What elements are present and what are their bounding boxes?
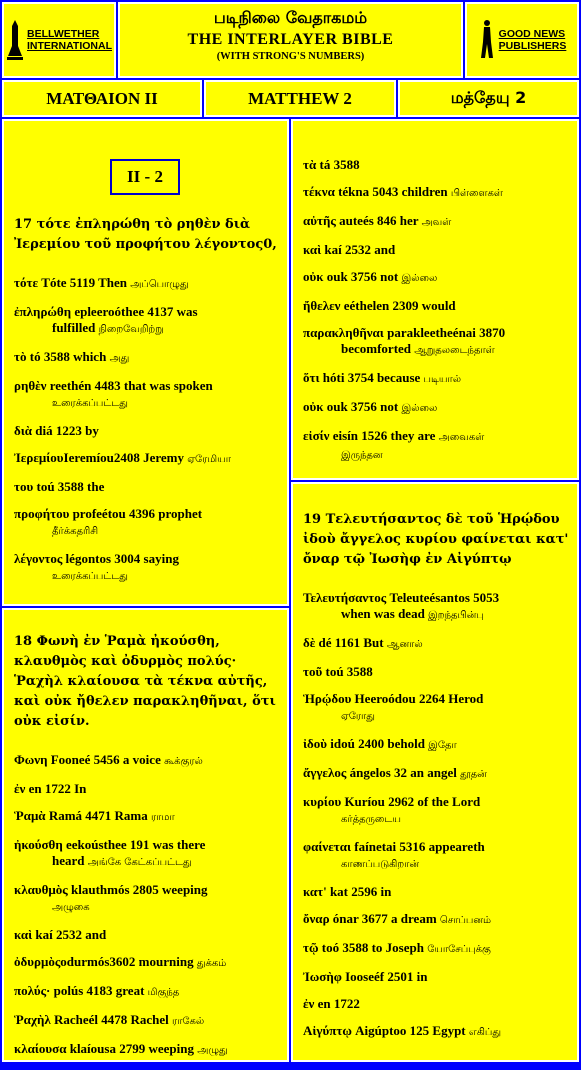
word-entry-line: ἠκούσθη eekoústhee 191 was there — [14, 837, 206, 852]
verse17-panel — [2, 119, 289, 606]
word-entry-line: Ἰωσὴφ Iooseéf 2501 in — [303, 969, 428, 984]
word-entry-line: Τελευτήσαντος Teleuteésantos 5053 — [303, 590, 500, 605]
word-entry-line: πολύς· polús 4183 great மிகுந்த — [14, 983, 180, 998]
verse17-column — [14, 215, 280, 596]
word-entry-continuation: காணப்படுகிறான் — [341, 859, 420, 870]
word-entry-line: του toú 3588 the — [14, 479, 105, 494]
word-entry — [303, 996, 569, 1012]
word-entry-line: τοῦ toú 3588 — [303, 664, 373, 679]
word-entry-line: καὶ kaí 2532 and — [14, 927, 107, 942]
verse19-greek: 19 Τελευτήσαντος δὲ τοῦ Ἡρῴδου ἰδοὺ ἄγγελος κυρίου φαίνεται κατ' ὄναρ τῷ Ἰωσὴφ ἐν Αἰγύπτῳ — [303, 512, 569, 567]
word-entry — [303, 691, 569, 725]
word-entry-line: κλαίουσα klaíousa 2799 weeping அழுது — [14, 1041, 228, 1056]
book-greek: ΜΑΤΘΑΙΟΝ II — [2, 80, 202, 117]
word-entry — [303, 213, 569, 231]
word-entry-line: ὅτι hóti 3754 because படியால் — [303, 370, 462, 385]
word-entry — [303, 1023, 569, 1041]
word-entry-continuation: உரைக்கப்பட்டது — [52, 398, 128, 409]
word-entry-line: ἰδοὺ idoú 2400 behold இதோ — [303, 736, 457, 751]
word-entry — [14, 1012, 280, 1030]
word-entry — [303, 664, 569, 680]
word-entry — [303, 839, 569, 873]
word-entry — [303, 969, 569, 985]
word-entry-line: εἰσίν eisín 1526 they are அவைகள் — [303, 428, 485, 443]
word-entry-line: ἄγγελος ángelos 32 an angel தூதன் — [303, 765, 487, 780]
title-tamil: படிநிலை வேதாகமம் — [213, 8, 368, 27]
word-entry — [14, 954, 280, 972]
word-entry-line: ὀδυρμὸςodurmós3602 mourning துக்கம் — [14, 954, 227, 969]
word-entry — [14, 304, 280, 338]
word-entry-line: διὰ diá 1223 by — [14, 423, 99, 438]
word-entry-continuation: fulfilled நிறைவேறிற்று — [52, 320, 164, 335]
word-entry — [14, 479, 280, 495]
word-entry-continuation: when was dead இறந்தபின்பு — [341, 606, 484, 621]
word-entry — [303, 184, 569, 202]
word-entry — [14, 506, 280, 540]
word-entry — [303, 428, 569, 464]
word-entry-line: οὐκ ouk 3756 not இல்லை — [303, 269, 438, 284]
bellwether-logo — [2, 2, 116, 78]
word-entry — [14, 378, 280, 412]
word-entry — [14, 983, 280, 1001]
word-entry — [303, 765, 569, 783]
word-entry-line: τῷ toó 3588 to Joseph யோசேப்புக்கு — [303, 940, 491, 955]
word-entry — [303, 242, 569, 258]
word-entry — [303, 399, 569, 417]
verse17-greek: 17 τότε ἐπληρώθη τὸ ρηθὲν διὰ Ἰερεμίου τοῦ προφήτου λέγοντος0, — [14, 217, 277, 252]
word-entry — [14, 349, 280, 367]
word-entry-line: ὄναρ ónar 3677 a dream சொப்பனம் — [303, 911, 492, 926]
word-entry — [14, 423, 280, 439]
verse19-column — [303, 510, 569, 1052]
word-entry — [303, 590, 569, 624]
word-entry — [14, 551, 280, 585]
word-entry — [14, 927, 280, 943]
word-entry-continuation: கர்த்தருடைய — [341, 814, 401, 825]
word-entry-line: τὰ tá 3588 — [303, 157, 360, 172]
word-entry — [303, 370, 569, 388]
verse18-cont-panel — [291, 119, 579, 480]
good-news-logo — [465, 2, 579, 78]
word-entry — [14, 837, 280, 871]
word-entry — [303, 911, 569, 929]
word-entry — [14, 1041, 280, 1059]
word-entry-line: προφήτου profeétou 4396 prophet — [14, 506, 203, 521]
book-tamil: மத்தேயு 2 — [398, 80, 579, 117]
word-entry-line: παρακληθῆναι parakleetheénai 3870 — [303, 325, 506, 340]
word-entry-line: ἐπληρώθη epleeroóthee 4137 was — [14, 304, 198, 319]
book-english: MATTHEW 2 — [204, 80, 396, 117]
verse18-cont-column — [303, 157, 569, 475]
subtitle: (WITH STRONG'S NUMBERS) — [216, 51, 365, 62]
word-entry — [14, 752, 280, 770]
word-entry-line: κυρίου Kuríou 2962 of the Lord — [303, 794, 481, 809]
word-entry-line: ἤθελεν eéthelen 2309 would — [303, 298, 456, 313]
word-entry-line: τὸ tó 3588 which அது — [14, 349, 130, 364]
verse19-panel — [291, 482, 579, 1062]
word-entry-continuation: heard அங்கே கேட்கப்பட்டது — [52, 853, 192, 868]
word-entry-line: τέκνα tékna 5043 children பிள்ளைகள் — [303, 184, 503, 199]
word-entry — [303, 635, 569, 653]
word-entry-line: Ῥαχὴλ Racheél 4478 Rachel ராகேல் — [14, 1012, 205, 1027]
chapter-label: II - 2 — [110, 159, 180, 195]
word-entry — [14, 450, 280, 468]
word-entry — [14, 882, 280, 916]
word-entry — [303, 325, 569, 359]
word-entry-line: Φωνη Fooneé 5456 a voice கூக்குரல் — [14, 752, 203, 767]
word-entry — [303, 157, 569, 173]
word-entry — [303, 884, 569, 900]
word-entry-continuation: இருந்தன — [341, 450, 383, 461]
figure-icon — [478, 18, 496, 62]
word-entry — [14, 781, 280, 797]
word-entry — [303, 940, 569, 958]
word-entry-line: ἸερεμίουIeremíou2408 Jeremy ஏரேமியா — [14, 450, 231, 465]
word-entry-line: ἐν en 1722 — [303, 996, 360, 1011]
word-entry — [303, 269, 569, 287]
word-entry-line: κατ' kat 2596 in — [303, 884, 392, 899]
word-entry-line: λέγοντος légontos 3004 saying — [14, 551, 179, 566]
word-entry-line: τότε Tóte 5119 Then அப்பொழுது — [14, 275, 189, 290]
word-entry-continuation: தீர்க்கதரிசி — [52, 526, 99, 537]
bell-icon — [6, 18, 24, 62]
bellwether-logo-text: BELLWETHER INTERNATIONAL — [27, 28, 112, 52]
word-entry-line: ἐν en 1722 In — [14, 781, 87, 796]
verse18-panel — [2, 608, 289, 1062]
word-entry-line: ρηθὲν reethén 4483 that was spoken — [14, 378, 213, 393]
word-entry — [303, 298, 569, 314]
word-entry-line: κλαυθμὸς klauthmós 2805 weeping — [14, 882, 208, 897]
word-entry-continuation: அழுகை — [52, 902, 90, 913]
title-block — [118, 2, 463, 78]
word-entry — [14, 808, 280, 826]
word-entry-line: οὐκ ouk 3756 not இல்லை — [303, 399, 438, 414]
word-entry-line: Ῥαμὰ Ramá 4471 Rama ராமா — [14, 808, 175, 823]
word-entry-line: Αἰγύπτῳ Aigúptoo 125 Egypt எகிப்து — [303, 1023, 501, 1038]
word-entry — [14, 275, 280, 293]
word-entry-continuation: உரைக்கப்பட்டது — [52, 571, 128, 582]
title-english: THE INTERLAYER BIBLE — [187, 31, 394, 48]
verse18-greek: 18 Φωνὴ ἐν Ῥαμὰ ἠκούσθη, κλαυθμὸς καὶ ὀδυρμὸς πολύς· Ῥαχὴλ κλαίουσα τὰ τέκνα αὐτῆς, καὶ οὐκ ἤθελεν παρακληθῆναι, ὅτι οὐκ εἰσίν. — [14, 634, 276, 729]
word-entry-continuation: becomforted ஆறுதலடைந்தாள் — [341, 341, 495, 356]
verse18-column — [14, 632, 280, 1070]
good-news-logo-text: GOOD NEWS PUBLISHERS — [498, 28, 567, 52]
word-entry-line: Ἡρῴδου Heeroódou 2264 Herod — [303, 691, 484, 706]
word-entry-line: αὐτῆς auteés 846 her அவள் — [303, 213, 452, 228]
word-entry — [303, 736, 569, 754]
word-entry-line: καὶ kaí 2532 and — [303, 242, 396, 257]
word-entry-continuation: ஏரோது — [341, 711, 375, 722]
word-entry-line: φαίνεται faínetai 5316 appeareth — [303, 839, 485, 854]
word-entry-line: δὲ dé 1161 But ஆனால் — [303, 635, 423, 650]
word-entry — [303, 794, 569, 828]
